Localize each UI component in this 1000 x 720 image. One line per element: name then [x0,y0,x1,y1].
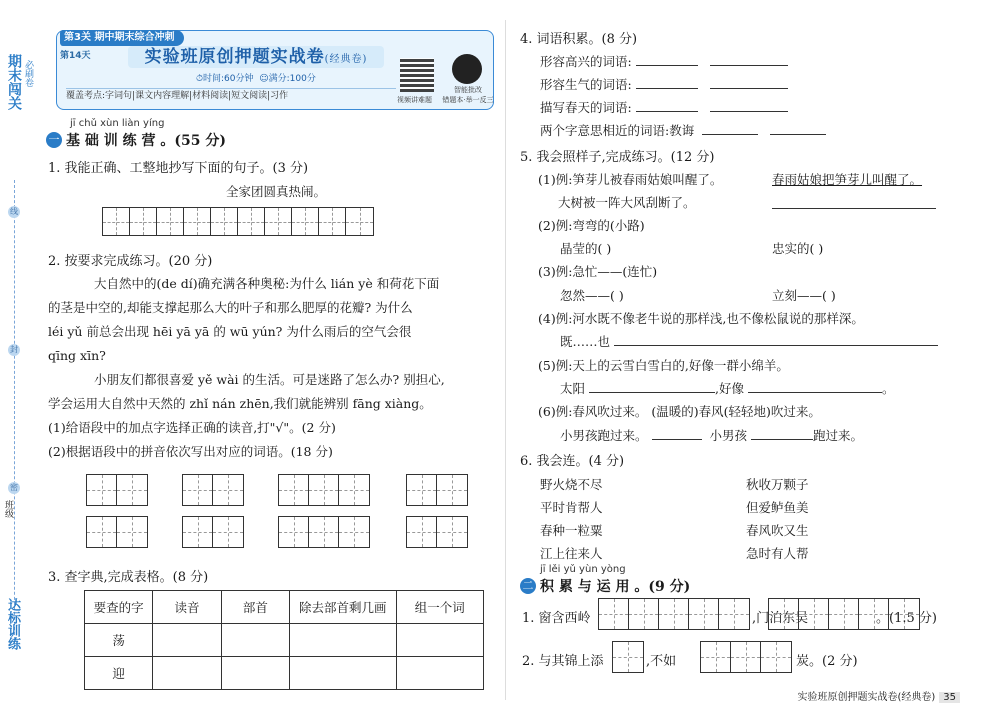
q5-prompt: 小男孩 [709,428,747,443]
q5-question6 [560,426,863,444]
qr-code-icon[interactable] [400,58,434,92]
table-header-cell: 除去部首剩几画 [290,591,396,624]
page-footer [797,688,960,703]
table-header-cell: 要查的字 [85,591,153,624]
match-item-left[interactable]: 平时肯帮人 [540,500,603,515]
badge-caption-2: 错题本·举一反三 [442,96,494,104]
q2-sub2: (2)根据语段中的拼音依次写出对应的词语。(18 分) [48,444,333,459]
answer-blank[interactable] [614,345,938,346]
q5-prompt: 太阳 [560,381,586,396]
answer-box[interactable] [278,516,370,548]
exam-info [196,71,316,84]
s2q2-mid: ,不如 [646,654,677,669]
q5-question3b[interactable]: 立刻——( ) [772,288,836,303]
answer-blank[interactable] [772,208,936,209]
q5-example1: (1)例:笋芽儿被春雨姑娘叫醒了。 [538,172,723,187]
q4-line2 [540,75,788,93]
q5-example2: (2)例:弯弯的(小路) [538,218,645,233]
section2-title: 积 累 与 运 用 。(9 分) [540,579,691,595]
q2-answer-grids [86,474,496,558]
section1-icon: 一 [46,132,62,148]
title-sub: (经典卷) [324,54,368,65]
full-score: ☺满分:100分 [259,74,316,84]
answer-blank[interactable] [636,65,698,66]
section1-pinyin: jī chǔ xùn liàn yíng [70,118,165,129]
answer-box[interactable] [182,516,244,548]
smart-grading-icon [452,54,482,84]
q6-right-list [746,473,809,565]
q5-prompt: 既……也 [560,334,611,349]
answer-blank[interactable] [636,88,698,89]
answer-box[interactable] [86,516,148,548]
answer-blank[interactable] [770,134,826,135]
q6-title: 6. 我会连。(4 分) [520,454,625,469]
match-item-right[interactable]: 春风吹又生 [746,523,809,538]
q4-line1 [540,52,788,70]
passage-line: 学会运用大自然中天然的 zhǐ nán zhēn,我们就能辨别 fāng xiàng。 [48,396,432,411]
section1-title: 基 础 训 练 营 。(55 分) [66,133,226,149]
passage-line: léi yǔ 前总会出现 hēi yā yā 的 wū yún? 为什么雨后的空气会很 [48,324,412,339]
brand-logo: 达标训练 [5,598,20,650]
q4-line3 [540,98,788,116]
s2q2-post: 炭。(2 分) [796,654,858,669]
q5-example6: (6)例:春风吹过来。 (温暖的)春风(轻轻地)吹过来。 [538,404,821,419]
q2-sub1: (1)给语段中的加点字选择正确的读音,打"√"。(2 分) [48,420,336,435]
answer-cell[interactable] [153,657,221,690]
q1-sentence: 全家团圆真热闹。 [226,184,327,199]
match-item-left[interactable]: 江上往来人 [540,546,603,561]
answer-cell[interactable] [290,657,396,690]
q5-example4: (4)例:河水既不像老牛说的那样浅,也不像松鼠说的那样深。 [538,311,864,326]
seal-circle: 线 [10,207,18,216]
match-item-right[interactable]: 秋收万颗子 [746,477,809,492]
answer-cell[interactable] [396,657,483,690]
q5-example1-answer: 春雨姑娘把笋芽儿叫醒了。 [772,172,923,187]
answer-box[interactable] [182,474,244,506]
table-row [85,624,484,657]
test-points: 覆盖考点:字词句|课文内容理解|材料阅读|短文阅读|习作 [66,88,396,103]
answer-cell[interactable] [290,624,396,657]
answer-blank[interactable] [748,392,882,393]
answer-box[interactable] [86,474,148,506]
table-header-row [85,591,484,624]
seal-circle: 密 [10,483,18,492]
answer-cell[interactable] [221,657,289,690]
page-title [128,46,384,68]
q4-title: 4. 词语积累。(8 分) [520,32,638,47]
q5-example5: (5)例:天上的云雪白雪白的,好像一群小绵羊。 [538,358,789,373]
time-limit: ⏱时间:60分钟 [196,74,254,84]
answer-blank[interactable] [636,111,698,112]
s2q2-grid-2[interactable] [700,641,792,673]
q5-question2b[interactable]: 忠实的( ) [772,241,824,256]
answer-blank[interactable] [710,111,788,112]
q4-prompt: 描写春天的词语: [540,100,632,115]
page-number: 35 [939,692,960,703]
s2q1-mid: ,门泊东吴 [752,611,809,626]
q4-prompt: 形容生气的词语: [540,77,632,92]
answer-blank[interactable] [702,134,758,135]
q5-prompt: 跑过来。 [812,428,863,443]
badge-caption-1: 智能批改 [454,86,482,94]
badge-caption [442,85,494,105]
table-header-cell: 读音 [153,591,221,624]
answer-cell[interactable] [221,624,289,657]
q1-title: 1. 我能正确、工整地抄写下面的句子。(3 分) [48,161,309,176]
q4-prompt: 形容高兴的词语: [540,54,632,69]
s2q2-grid-1[interactable] [612,641,644,673]
q5-question1: 大树被一阵大风刮断了。 [558,195,696,210]
s2q1-post: 。(1.5 分) [876,611,937,626]
q5-prompt: 小男孩跑过来。 [560,428,648,443]
q5-prompt: ,好像 [715,381,744,396]
passage-line: qīng xīn? [48,348,106,363]
qr-caption: 视频讲难题 [397,96,432,104]
q5-question5 [560,379,894,397]
match-item-right[interactable]: 但爱鲈鱼美 [746,500,809,515]
answer-blank[interactable] [589,392,715,393]
seal-circle: 封 [10,345,18,354]
q4-line4 [540,121,826,139]
dictionary-table [84,590,484,690]
section2-pinyin: jī lěi yǔ yùn yòng [540,564,626,575]
match-item-right[interactable]: 急时有人帮 [746,546,809,561]
passage-line: 大自然中的(de dí)确充满各种奥秘:为什么 lián yè 和荷花下面 [94,276,440,291]
answer-blank[interactable] [751,439,813,440]
table-row [85,657,484,690]
series-title: 期末闯关 [6,54,22,110]
match-item-left[interactable]: 野火烧不尽 [540,477,603,492]
passage-line: 小朋友们都很喜爱 yě wài 的生活。可是迷路了怎么办? 别担心, [94,372,445,387]
q3-title: 3. 查字典,完成表格。(8 分) [48,570,209,585]
binding-margin [0,0,40,720]
table-header-cell: 组一个词 [396,591,483,624]
q2-title: 2. 按要求完成练习。(20 分) [48,254,213,269]
table-cell: 荡 [85,624,153,657]
series-subtitle: 必刷卷 [23,60,33,87]
q5-question3a[interactable]: 忽然——( ) [560,288,624,303]
day-label: 第14天 [60,51,91,61]
q5-question2a[interactable]: 晶莹的( ) [560,241,612,256]
answer-box[interactable] [278,474,370,506]
answer-box[interactable] [406,516,468,548]
answer-blank[interactable] [652,439,702,440]
passage-line: 的茎是中空的,却能支撑起那么大的叶子和那么肥厚的花瓣? 为什么 [48,300,413,315]
q5-title: 5. 我会照样子,完成练习。(12 分) [520,150,715,165]
table-cell: 迎 [85,657,153,690]
class-label: 班级 [3,500,13,518]
answer-blank[interactable] [710,88,788,89]
title-main: 实验班原创押题实战卷 [144,47,325,67]
q4-prompt: 两个字意思相近的词语:教诲 [540,123,695,138]
q5-example3: (3)例:急忙——(连忙) [538,264,658,279]
answer-blank[interactable] [710,65,788,66]
q2-passage [48,272,488,464]
match-item-left[interactable]: 春种一粒粟 [540,523,603,538]
answer-cell[interactable] [153,624,221,657]
stage-tag: 第3关 期中期末综合冲刺 [60,30,184,46]
answer-cell[interactable] [396,624,483,657]
column-divider [505,20,506,700]
answer-box[interactable] [406,474,468,506]
s2q2-pre: 2. 与其锦上添 [522,654,604,669]
q5-prompt: 。 [881,381,895,396]
s2q1-pre: 1. 窗含西岭 [522,611,591,626]
cut-line [14,180,15,640]
s2q1-grid-1[interactable] [598,598,750,630]
table-header-cell: 部首 [221,591,289,624]
q5-question4 [560,332,938,350]
q6-left-list [540,473,603,565]
section2-icon: 二 [520,578,536,594]
q1-writing-grid[interactable] [102,207,374,236]
footer-text: 实验班原创押题实战卷(经典卷) [797,692,936,703]
